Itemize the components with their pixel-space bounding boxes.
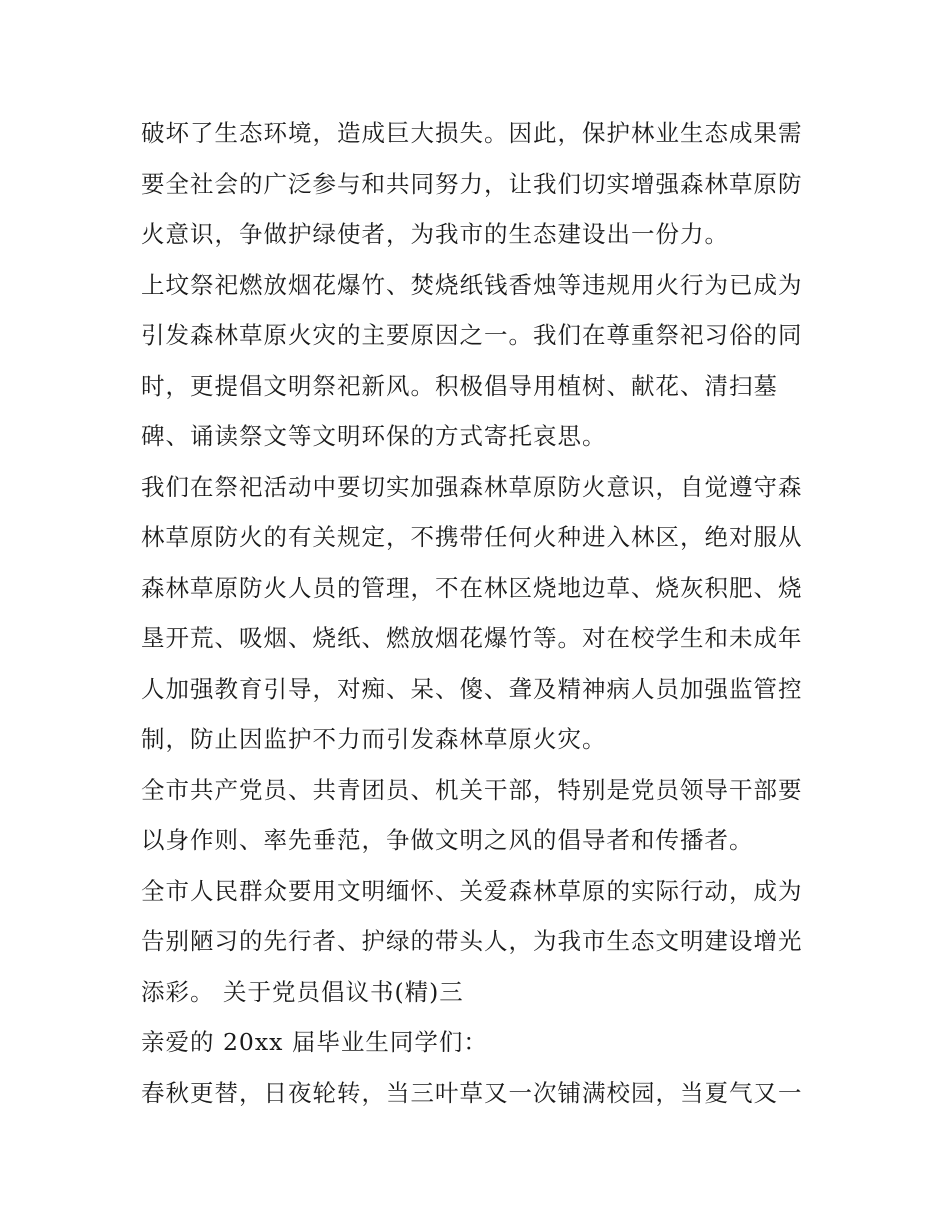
text-line: 垦开荒、吸烟、烧纸、燃放烟花爆竹等。对在校学生和未成年 <box>141 624 803 652</box>
document-body <box>141 108 821 1118</box>
text-line: 告别陋习的先行者、护绿的带头人，为我市生态文明建设增光 <box>141 927 803 955</box>
text-line: 全市人民群众要用文明缅怀、关爱森林草原的实际行动，成为 <box>141 876 803 905</box>
text-line: 碑、诵读祭文等文明环保的方式寄托哀思。 <box>141 422 607 450</box>
text-line: 引发森林草原火灾的主要原因之一。我们在尊重祭祀习俗的同 <box>141 321 803 349</box>
text-line: 添彩。 关于党员倡议书(精)三 <box>141 977 464 1006</box>
text-line: 林草原防火的有关规定，不携带任何火种进入林区，绝对服从 <box>141 523 803 551</box>
text-line: 全市共产党员、共青团员、机关干部，特别是党员领导干部要 <box>141 775 803 804</box>
text-line: 春秋更替，日夜轮转，当三叶草又一次铺满校园，当夏气又一 <box>141 1078 803 1107</box>
text-line: 森林草原防火人员的管理，不在林区烧地边草、烧灰积肥、烧 <box>141 573 803 602</box>
text-line: 时，更提倡文明祭祀新风。积极倡导用植树、献花、清扫墓 <box>141 371 778 400</box>
text-line: 亲爱的 20xx 届毕业生同学们： <box>141 1028 488 1056</box>
text-line: 人加强教育引导，对痴、呆、傻、聋及精神病人员加强监管控 <box>141 674 803 703</box>
text-line: 以身作则、率先垂范，争做文明之风的倡导者和传播者。 <box>141 826 754 854</box>
text-line: 要全社会的广泛参与和共同努力，让我们切实增强森林草原防 <box>141 169 803 198</box>
text-line: 火意识，争做护绿使者，为我市的生态建设出一份力。 <box>141 220 729 248</box>
text-line: 破坏了生态环境，造成巨大损失。因此，保护林业生态成果需 <box>141 119 803 147</box>
text-line: 上坟祭祀燃放烟花爆竹、焚烧纸钱香烛等违规用火行为已成为 <box>141 270 803 299</box>
text-line: 我们在祭祀活动中要切实加强森林草原防火意识，自觉遵守森 <box>141 472 803 501</box>
text-line: 制，防止因监护不力而引发森林草原火灾。 <box>141 725 607 753</box>
